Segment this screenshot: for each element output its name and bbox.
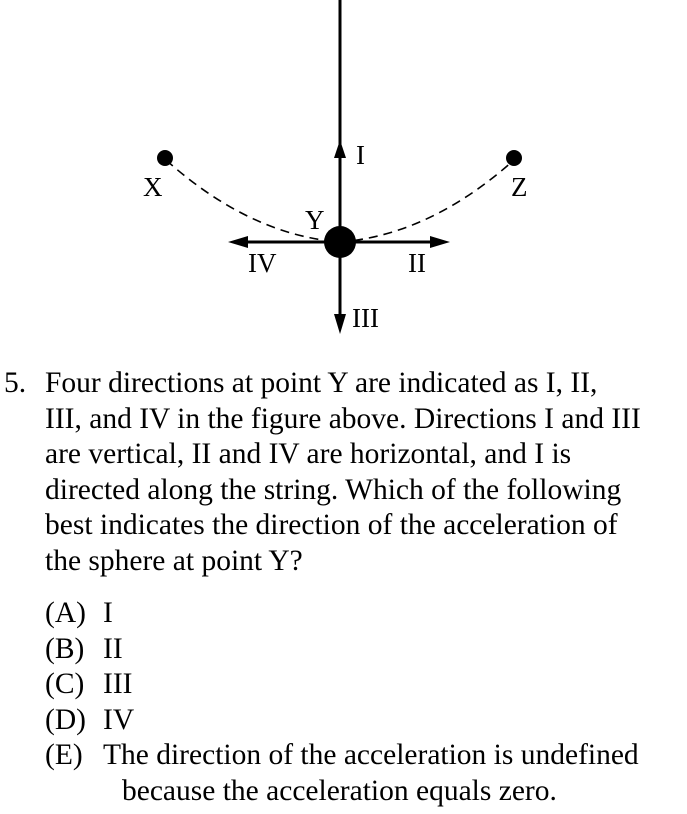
question-line: the sphere at point Y?: [45, 544, 303, 577]
choice-text: IV: [103, 703, 135, 736]
arrow-iii-head: [334, 314, 346, 334]
question-line: Four directions at point Y are indicated as I, II,: [45, 367, 598, 399]
choice-a[interactable]: [45, 596, 113, 632]
question-line: are vertical, II and IV are horizontal, and I is: [45, 438, 572, 470]
choice-letter: (E): [45, 739, 83, 771]
choice-d[interactable]: [45, 703, 134, 739]
label-dir-ii: II: [408, 248, 426, 278]
choice-e-continuation: because the acceleration equals zero.: [122, 774, 557, 807]
choice-letter: (D): [45, 703, 86, 736]
choice-letter: (A): [45, 597, 86, 629]
label-x: X: [143, 172, 163, 202]
sphere-x: [157, 150, 173, 166]
choice-text: The direction of the acceleration is undefined: [103, 739, 639, 771]
choice-text: II: [103, 632, 123, 665]
choice-e[interactable]: [45, 738, 639, 774]
choice-b[interactable]: [45, 632, 123, 668]
choice-text: I: [103, 597, 113, 629]
choice-letter: (C): [45, 668, 85, 700]
choice-c[interactable]: [45, 667, 132, 703]
arrow-iv-head: [228, 236, 248, 248]
label-z: Z: [511, 172, 528, 202]
question-line: directed along the string. Which of the following: [45, 473, 622, 506]
choice-text: III: [103, 668, 133, 700]
label-dir-i: I: [356, 140, 365, 170]
sphere-z: [506, 150, 522, 166]
sphere-y: [324, 226, 356, 258]
label-y: Y: [305, 205, 325, 235]
label-dir-iii: III: [352, 303, 379, 333]
question-number: 5.: [4, 367, 27, 399]
pendulum-diagram: [0, 0, 687, 345]
arrow-i-head: [334, 140, 346, 158]
label-dir-iv: IV: [248, 248, 277, 278]
arrow-ii-head: [430, 236, 450, 248]
question-line: III, and IV in the figure above. Directions I and III: [45, 402, 641, 435]
question-line: best indicates the direction of the acceleration of: [45, 509, 618, 541]
choice-letter: (B): [45, 632, 85, 665]
